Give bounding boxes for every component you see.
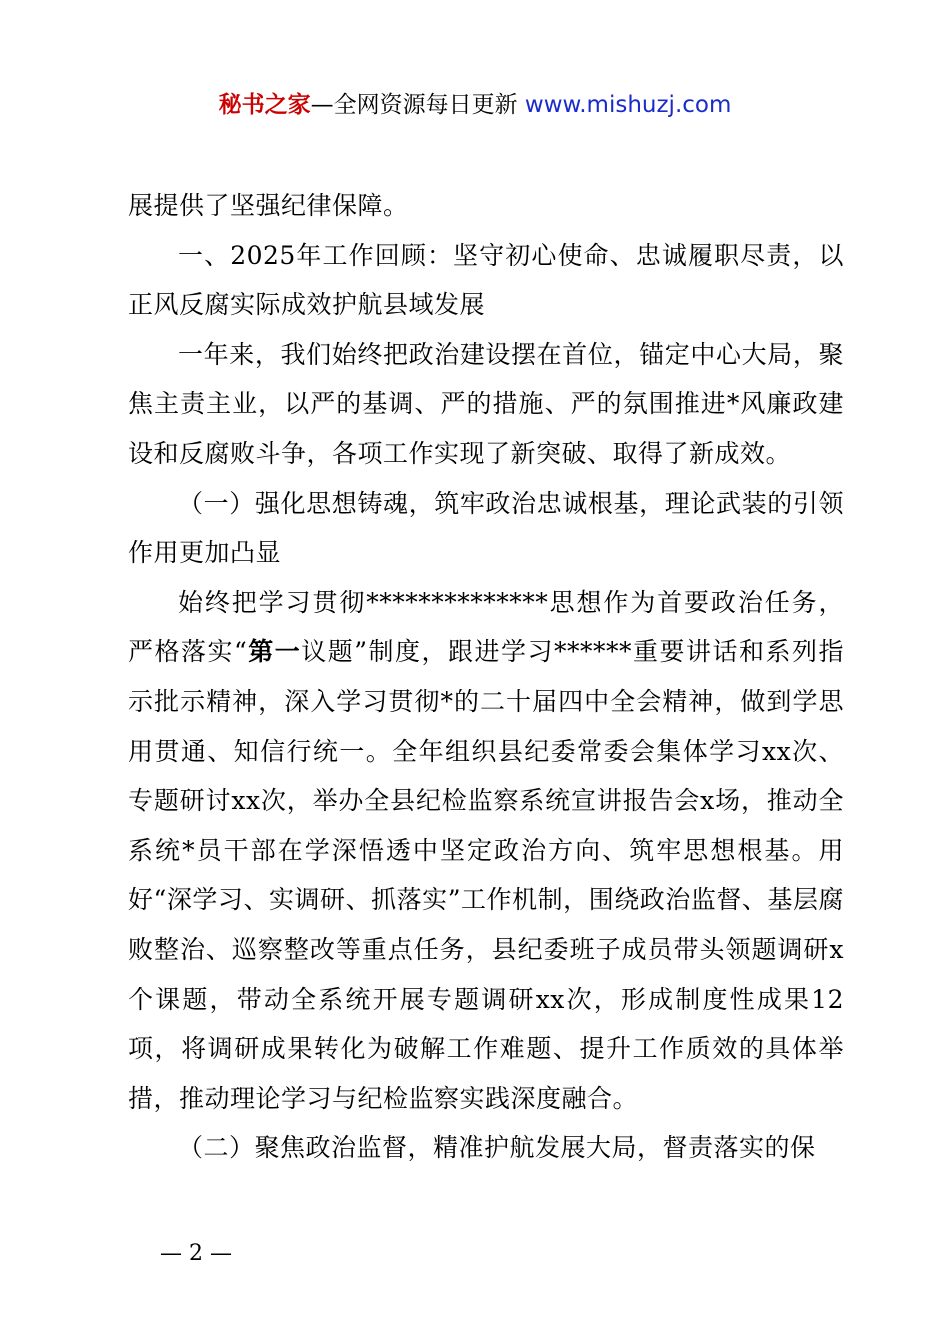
page-number: — 2 — — [160, 1241, 232, 1266]
document-body — [128, 181, 844, 1173]
section-heading-1: 一、2025年工作回顾：坚守初心使命、忠诚履职尽责，以正风反腐实际成效护航县域发展 — [128, 240, 844, 320]
paragraph-study-part-a: 始终把学习贯彻**************思想作为首要政治任务，严格落实“ — [128, 587, 844, 667]
paragraph-study — [128, 578, 844, 1124]
site-url-link[interactable]: www.mishuzj.com — [524, 92, 732, 118]
paragraph-overview: 一年来，我们始终把政治建设摆在首位，锚定中心大局，聚焦主责主业，以严的基调、严的措施、严的氛围推进*风廉政建设和反腐败斗争，各项工作实现了新突破、取得了新成效。 — [128, 339, 844, 468]
subsection-heading-2: （二）聚焦政治监督，精准护航发展大局，督责落实的保 — [178, 1133, 816, 1163]
brand-name: 秘书之家 — [218, 92, 311, 118]
subsection-heading-1: （一）强化思想铸魂，筑牢政治忠诚根基，理论武装的引领作用更加凸显 — [128, 488, 844, 568]
paragraph-study-part-b: 议题”制度，跟进学习******重要讲话和系列指示批示精神，深入学习贯彻*的二十届四中全会精神，做到学思用贯通、知信行统一。全年组织县纪委常委会集体学习xx次、专题研讨xx次，举办全县纪检监察系统宣讲报告会x场，推动全系统*员干部在学深悟透中坚定政治方向、筑牢思想根基。用好“深学习、实调研、抓落实”工作机制，围绕政治监督、基层腐败整治、巡察整改等重点任务，县纪委班子成员带头领题调研x个课题，带动全系统开展专题调研xx次，形成制度性成果12项，将调研成果转化为破解工作难题、提升工作质效的具体举措，推动理论学习与纪检监察实践深度融合。 — [128, 637, 844, 1113]
header-tagline: —全网资源每日更新 — [310, 92, 525, 118]
paragraph-study-bold: 第一 — [247, 637, 302, 667]
site-header — [0, 88, 950, 122]
paragraph-continuation: 展提供了坚强纪律保障。 — [128, 191, 409, 220]
